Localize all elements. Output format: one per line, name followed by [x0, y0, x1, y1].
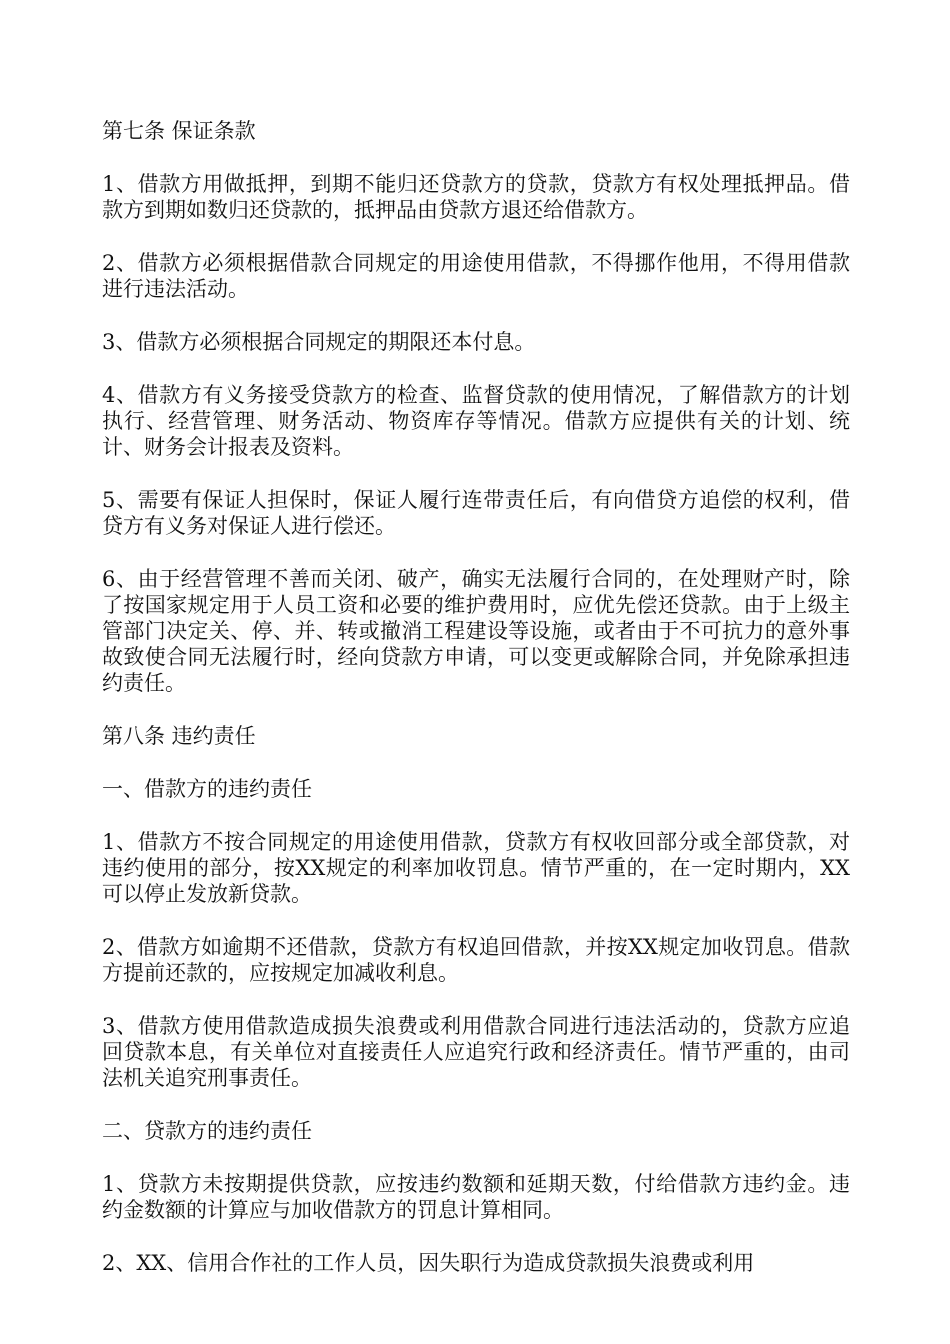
paragraph-guarantee-2: 2、借款方必须根据借款合同规定的用途使用借款，不得挪作他用，不得用借款进行违法活动。	[102, 251, 850, 301]
paragraph-guarantee-6: 6、由于经营管理不善而关闭、破产，确实无法履行合同的，在处理财产时，除了按国家规定用于人员工资和必要的维护费用时，应优先偿还贷款。由于上级主管部门决定关、停、并、转或撤消工程建设等设施，或者由于不可抗力的意外事故致使合同无法履行时，经向贷款方申请，可以变更或解除合同，并免除承担违约责任。	[102, 567, 850, 695]
paragraph-borrower-liability-1: 1、借款方不按合同规定的用途使用借款，贷款方有权收回部分或全部贷款，对违约使用的部分，按XX规定的利率加收罚息。情节严重的，在一定时期内，XX可以停止发放新贷款。	[102, 830, 850, 906]
paragraph-borrower-liability-3: 3、借款方使用借款造成损失浪费或利用借款合同进行违法活动的，贷款方应追回贷款本息，有关单位对直接责任人应追究行政和经济责任。情节严重的，由司法机关追究刑事责任。	[102, 1014, 850, 1090]
section-heading-article-8: 第八条 违约责任	[102, 724, 256, 748]
paragraph-lender-liability-1: 1、贷款方未按期提供贷款，应按违约数额和延期天数，付给借款方违约金。违约金数额的计算应与加收借款方的罚息计算相同。	[102, 1172, 850, 1222]
paragraph-lender-liability-2: 2、XX、信用合作社的工作人员，因失职行为造成贷款损失浪费或利用	[102, 1251, 755, 1275]
subsection-heading-borrower: 一、借款方的违约责任	[102, 777, 312, 801]
paragraph-guarantee-1: 1、借款方用做抵押，到期不能归还贷款方的贷款，贷款方有权处理抵押品。借款方到期如数归还贷款的，抵押品由贷款方退还给借款方。	[102, 172, 850, 222]
document-page	[102, 118, 850, 1303]
paragraph-borrower-liability-2: 2、借款方如逾期不还借款，贷款方有权追回借款，并按XX规定加收罚息。借款方提前还款的，应按规定加减收利息。	[102, 935, 850, 985]
subsection-heading-lender: 二、贷款方的违约责任	[102, 1119, 312, 1143]
paragraph-guarantee-3: 3、借款方必须根据合同规定的期限还本付息。	[102, 330, 536, 354]
section-heading-article-7: 第七条 保证条款	[102, 119, 256, 143]
paragraph-guarantee-5: 5、需要有保证人担保时，保证人履行连带责任后，有向借贷方追偿的权利，借贷方有义务对保证人进行偿还。	[102, 488, 850, 538]
paragraph-guarantee-4: 4、借款方有义务接受贷款方的检查、监督贷款的使用情况，了解借款方的计划执行、经营管理、财务活动、物资库存等情况。借款方应提供有关的计划、统计、财务会计报表及资料。	[102, 383, 850, 459]
